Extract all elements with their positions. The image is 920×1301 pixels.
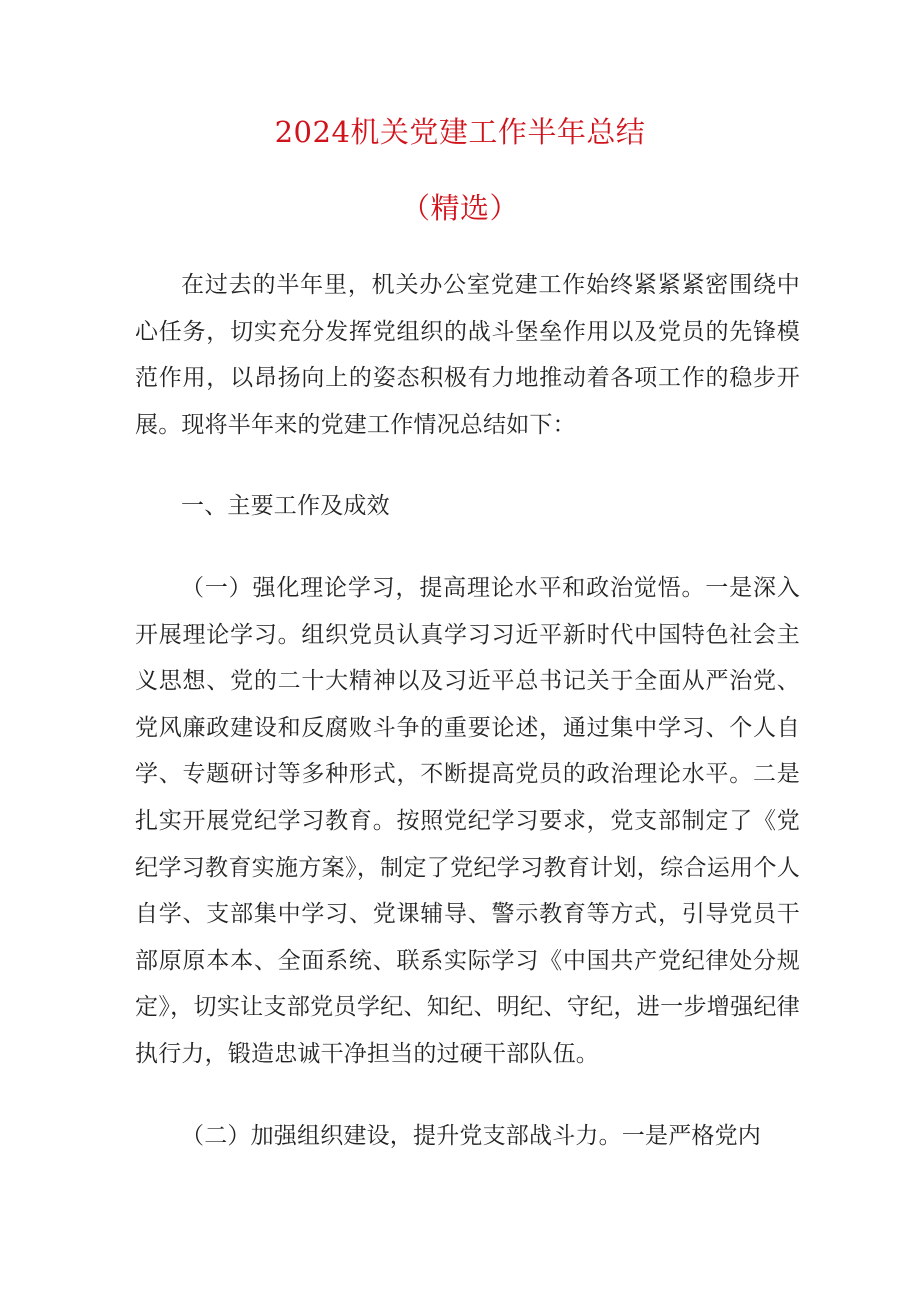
section-heading-main-work: 一、主要工作及成效 bbox=[181, 493, 390, 520]
intro-paragraph: 在过去的半年里，机关办公室党建工作始终紧紧紧密围绕中心任务，切实充分发挥党组织的战斗堡垒作用以及党员的先锋模范作用，以昂扬向上的姿态积极有力地推动着各项工作的稳步开展。现将半年来的党建工作情况总结如下： bbox=[135, 272, 800, 438]
section-1-paragraph: （一）强化理论学习，提高理论水平和政治觉悟。一是深入开展理论学习。组织党员认真学习习近平新时代中国特色社会主义思想、党的二十大精神以及习近平总书记关于全面从严治党、党风廉政建设和反腐败斗争的重要论述，通过集中学习、个人自学、专题研讨等多种形式，不断提高党员的政治理论水平。二是扎实开展党纪学习教育。按照党纪学习要求，党支部制定了《党纪学习教育实施方案》，制定了党纪学习教育计划，综合运用个人自学、支部集中学习、党课辅导、警示教育等方式，引导党员干部原原本本、全面系统、联系实际学习《中国共产党纪律处分规定》，切实让支部党员学纪、知纪、明纪、守纪，进一步增强纪律执行力，锻造忠诚干净担当的过硬干部队伍。 bbox=[135, 574, 800, 1067]
document-title: 2024机关党建工作半年总结 bbox=[274, 115, 646, 149]
document-body bbox=[135, 262, 800, 1159]
section-2-paragraph: （二）加强组织建设，提升党支部战斗力。一是严格党内 bbox=[181, 1122, 761, 1149]
document-subtitle: （精选） bbox=[400, 191, 519, 225]
